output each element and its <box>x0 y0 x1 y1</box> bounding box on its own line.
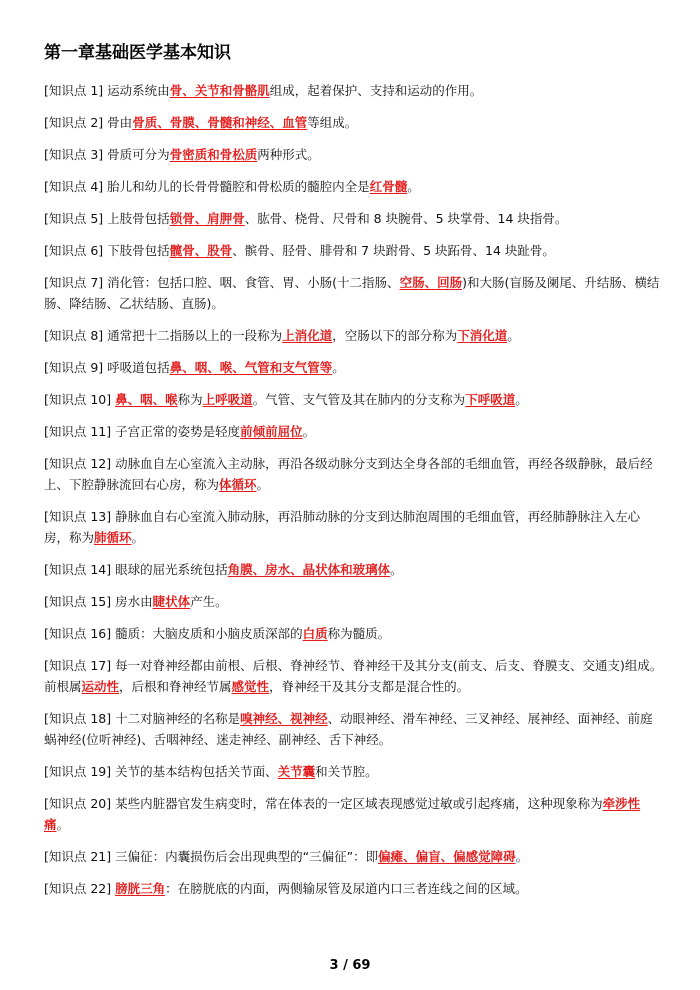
body-text: 子宫正常的姿势是轻度 <box>115 424 241 439</box>
highlighted-term: 感觉性 <box>231 679 270 694</box>
body-text: 、动眼神经、滑车神经、三叉神经、展神经、面神经、前庭蜗神经(位听神经)、舌咽神经、迷走神经、副神经、舌下神经。 <box>44 711 653 747</box>
body-text: ：在膀胱底的内面，两侧输尿管及尿道内口三者连线之间的区域。 <box>165 881 528 896</box>
body-text: 髓质：大脑皮质和小脑皮质深部的 <box>115 626 303 641</box>
knowledge-point <box>44 623 664 644</box>
knowledge-point-number: [知识点 11] <box>44 424 112 439</box>
body-text: 产生。 <box>190 594 228 609</box>
highlighted-term: 偏瘫、偏盲、偏感觉障碍 <box>378 849 516 864</box>
knowledge-point <box>44 272 664 314</box>
knowledge-point-number: [知识点 4] <box>44 179 104 194</box>
highlighted-term: 上消化道 <box>282 328 333 343</box>
page-number: 3 / 69 <box>329 958 371 973</box>
highlighted-term: 牵涉性痛 <box>44 796 641 832</box>
body-text: 。 <box>507 328 520 343</box>
body-text: 十二对脑神经的名称是 <box>115 711 241 726</box>
body-text: 关节的基本结构包括关节面、 <box>115 764 278 779</box>
body-text: 眼球的屈光系统包括 <box>115 562 228 577</box>
body-text: 呼吸道包括 <box>107 360 170 375</box>
highlighted-term: 关节囊 <box>277 764 316 779</box>
body-text: 通常把十二指肠以上的一段称为 <box>107 328 283 343</box>
body-text: 。 <box>131 530 145 545</box>
knowledge-point <box>44 176 664 197</box>
knowledge-point <box>44 761 664 782</box>
highlighted-term: 鼻、咽、喉 <box>115 392 178 407</box>
knowledge-point <box>44 793 664 835</box>
highlighted-term: 骨密质和骨松质 <box>169 147 258 162</box>
knowledge-point-number: [知识点 15] <box>44 594 112 609</box>
knowledge-point <box>44 325 664 346</box>
highlighted-term: 运动性 <box>81 679 120 694</box>
highlighted-term: 空肠、回肠 <box>399 275 463 290</box>
highlighted-term: 前倾前屈位 <box>240 424 303 439</box>
highlighted-term: 膀胱三角 <box>115 881 166 896</box>
body-text: 胎儿和幼儿的长骨骨髓腔和骨松质的髓腔内全是 <box>107 179 370 194</box>
knowledge-point <box>44 453 664 495</box>
highlighted-term: 髋骨、股骨 <box>169 243 233 258</box>
knowledge-point-number: [知识点 20] <box>44 796 112 811</box>
body-text: 等组成。 <box>307 115 358 130</box>
knowledge-point-number: [知识点 7] <box>44 275 104 290</box>
knowledge-point-number: [知识点 21] <box>44 849 112 864</box>
body-text: 房水由 <box>115 594 153 609</box>
knowledge-point <box>44 421 664 442</box>
body-text: 、肱骨、桡骨、尺骨和 8 块腕骨、5 块掌骨、14 块指骨。 <box>244 211 568 226</box>
highlighted-term: 嗅神经、视神经 <box>240 711 328 726</box>
body-text: 每一对脊神经都由前根、后根、脊神经节、脊神经干及其分支(前支、后支、脊膜支、交通支)组成。前根属 <box>44 658 663 694</box>
highlighted-term: 上呼吸道 <box>202 392 253 407</box>
body-text: 三偏征：内囊损伤后会出现典型的“三偏征”：即 <box>115 849 379 864</box>
body-text: 称为髓质。 <box>327 626 391 641</box>
highlighted-term: 骨、关节和骨骼肌 <box>169 83 270 98</box>
body-text: 静脉血自右心室流入肺动脉，再沿肺动脉的分支到达肺泡周围的毛细血管，再经肺静脉注入左心房，称为 <box>44 509 641 545</box>
knowledge-point <box>44 208 664 229</box>
body-text: 骨由 <box>107 115 133 130</box>
body-text: 。气管、支气管及其在肺内的分支称为 <box>252 392 466 407</box>
body-text: )和大肠(盲肠及阑尾、升结肠、横结肠、降结肠、乙状结肠、直肠)。 <box>44 275 660 311</box>
knowledge-point-number: [知识点 5] <box>44 211 104 226</box>
body-text: ，空肠以下的部分称为 <box>332 328 458 343</box>
highlighted-term: 角膜、房水、晶状体和玻璃体 <box>227 562 391 577</box>
body-text: 。 <box>256 477 270 492</box>
body-text: 、髌骨、胫骨、腓骨和 7 块跗骨、5 块跖骨、14 块趾骨。 <box>232 243 555 258</box>
knowledge-point-number: [知识点 17] <box>44 658 112 673</box>
body-text: ，后根和脊神经节属 <box>119 679 232 694</box>
knowledge-point <box>44 144 664 165</box>
knowledge-point <box>44 506 664 548</box>
highlighted-term: 下呼吸道 <box>465 392 516 407</box>
knowledge-point-number: [知识点 18] <box>44 711 112 726</box>
knowledge-point <box>44 80 664 101</box>
highlighted-term: 睫状体 <box>152 594 191 609</box>
knowledge-point-number: [知识点 13] <box>44 509 112 524</box>
knowledge-point <box>44 112 664 133</box>
body-text: 两种形式。 <box>257 147 320 162</box>
knowledge-point-number: [知识点 3] <box>44 147 104 162</box>
highlighted-term: 骨质、骨膜、骨髓和神经、血管 <box>132 115 308 130</box>
body-text: 下肢骨包括 <box>107 243 170 258</box>
knowledge-point-list <box>44 80 664 910</box>
knowledge-point-number: [知识点 12] <box>44 456 112 471</box>
body-text: 消化管：包括口腔、咽、食管、胃、小肠(十二指肠、 <box>107 275 400 290</box>
knowledge-point-number: [知识点 22] <box>44 881 112 896</box>
body-text: 。 <box>390 562 403 577</box>
knowledge-point-number: [知识点 8] <box>44 328 104 343</box>
body-text: 运动系统由 <box>107 83 170 98</box>
body-text: 组成，起着保护、支持和运动的作用。 <box>269 83 483 98</box>
knowledge-point-number: [知识点 16] <box>44 626 112 641</box>
knowledge-point <box>44 591 664 612</box>
knowledge-point <box>44 357 664 378</box>
body-text: 。 <box>332 360 345 375</box>
body-text: 称为 <box>177 392 203 407</box>
highlighted-term: 肺循环 <box>94 530 132 545</box>
knowledge-point <box>44 389 664 410</box>
knowledge-point <box>44 846 664 867</box>
knowledge-point <box>44 655 664 697</box>
body-text: 骨质可分为 <box>107 147 170 162</box>
knowledge-point <box>44 240 664 261</box>
knowledge-point-number: [知识点 6] <box>44 243 104 258</box>
body-text: 和关节腔。 <box>315 764 378 779</box>
knowledge-point-number: [知识点 2] <box>44 115 104 130</box>
knowledge-point <box>44 559 664 580</box>
body-text: 。 <box>56 817 70 832</box>
body-text: 。 <box>407 179 420 194</box>
knowledge-point-number: [知识点 10] <box>44 392 112 407</box>
chapter-title: 第一章基础医学基本知识 <box>44 43 231 63</box>
highlighted-term: 下消化道 <box>457 328 508 343</box>
body-text: 动脉血自左心室流入主动脉，再沿各级动脉分支到达全身各部的毛细血管，再经各级静脉，最后经上、下腔静脉流回右心房，称为 <box>44 456 653 492</box>
highlighted-term: 红骨髓 <box>369 179 408 194</box>
knowledge-point-number: [知识点 19] <box>44 764 112 779</box>
highlighted-term: 白质 <box>302 626 328 641</box>
highlighted-term: 鼻、咽、喉、气管和支气管等 <box>169 360 333 375</box>
body-text: ，脊神经干及其分支都是混合性的。 <box>269 679 470 694</box>
body-text: 某些内脏器官发生病变时，常在体表的一定区域表现感觉过敏或引起疼痛，这种现象称为 <box>115 796 603 811</box>
body-text: 。 <box>302 424 316 439</box>
knowledge-point <box>44 708 664 750</box>
knowledge-point-number: [知识点 9] <box>44 360 104 375</box>
highlighted-term: 锁骨、肩胛骨 <box>169 211 245 226</box>
highlighted-term: 体循环 <box>219 477 257 492</box>
knowledge-point-number: [知识点 1] <box>44 83 104 98</box>
knowledge-point <box>44 878 664 899</box>
body-text: 。 <box>515 392 528 407</box>
body-text: 。 <box>515 849 529 864</box>
knowledge-point-number: [知识点 14] <box>44 562 112 577</box>
body-text: 上肢骨包括 <box>107 211 170 226</box>
